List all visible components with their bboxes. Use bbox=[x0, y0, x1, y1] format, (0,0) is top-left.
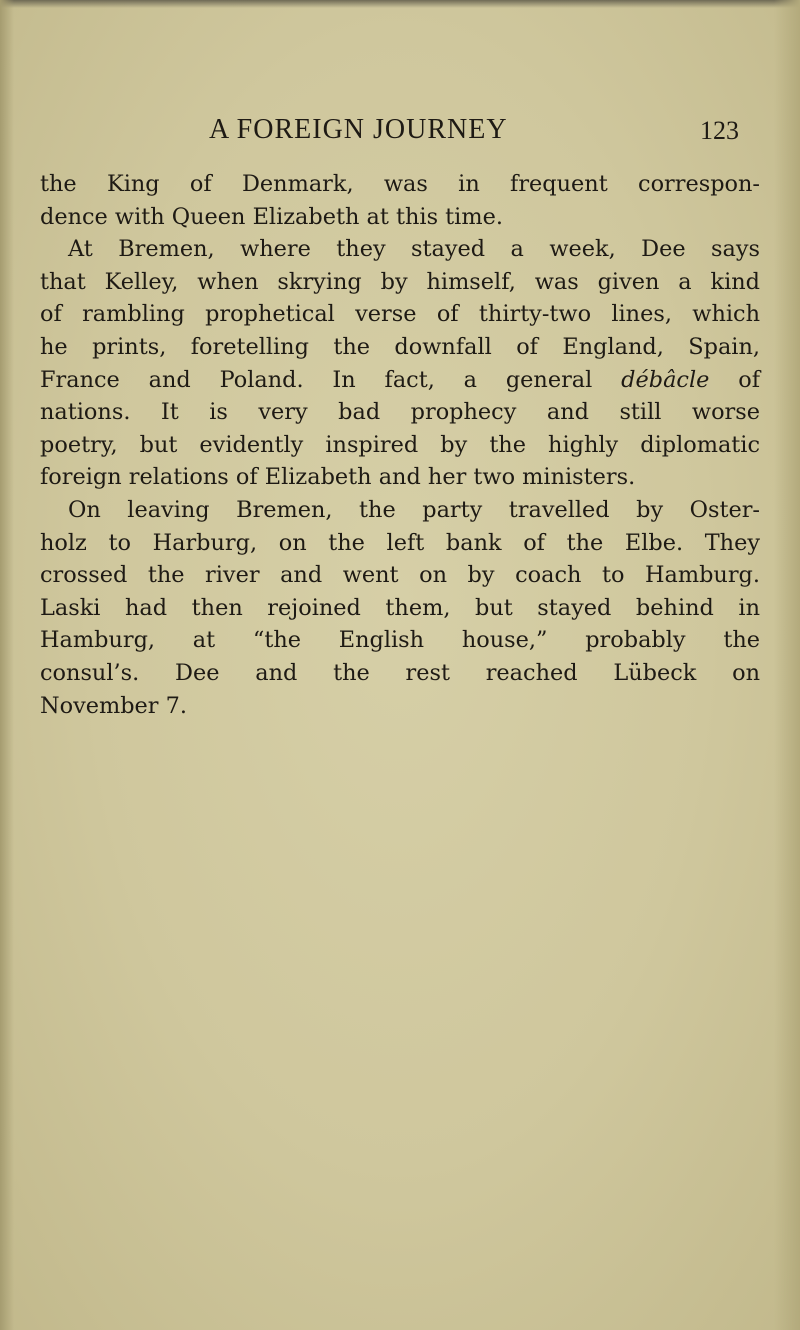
page-number: 123 bbox=[700, 116, 739, 145]
body-text bbox=[40, 168, 760, 722]
text-line: nations. It is very bad prophecy and still worse bbox=[40, 399, 760, 426]
text-line: Hamburg, at “the English house,” probably the bbox=[40, 627, 760, 654]
text-line: On leaving Bremen, the party travelled by Oster- bbox=[68, 496, 760, 523]
running-head-title: A FOREIGN JOURNEY bbox=[209, 114, 508, 145]
text-line: poetry, but evidently inspired by the highly diplomatic bbox=[40, 431, 760, 458]
page-left-edge bbox=[0, 0, 14, 1330]
page-top-edge bbox=[0, 0, 800, 8]
text-line: Laski had then rejoined them, but stayed behind in bbox=[40, 594, 760, 621]
text-line: holz to Harburg, on the left bank of the Elbe. They bbox=[40, 529, 760, 556]
text-line: that Kelley, when skrying by himself, was given a kind bbox=[40, 268, 760, 295]
text-line: crossed the river and went on by coach to Hamburg. bbox=[40, 562, 760, 589]
text-line: consul’s. Dee and the rest reached Lübeck on bbox=[40, 659, 760, 686]
text-line: At Bremen, where they stayed a week, Dee says bbox=[68, 236, 760, 263]
running-head bbox=[0, 114, 800, 154]
text-line: France and Poland. In fact, a general débâcle of bbox=[40, 366, 760, 393]
text-line: foreign relations of Elizabeth and her two ministers. bbox=[40, 464, 636, 491]
text-line: November 7. bbox=[40, 692, 187, 719]
text-line: the King of Denmark, was in frequent correspon- bbox=[40, 171, 760, 197]
italic-word: débâcle bbox=[621, 366, 710, 393]
page-right-edge bbox=[774, 0, 800, 1330]
text-line: of rambling prophetical verse of thirty-two lines, which bbox=[40, 301, 760, 328]
text-line: dence with Queen Elizabeth at this time. bbox=[40, 203, 503, 230]
text-line: he prints, foretelling the downfall of England, Spain, bbox=[40, 333, 760, 360]
